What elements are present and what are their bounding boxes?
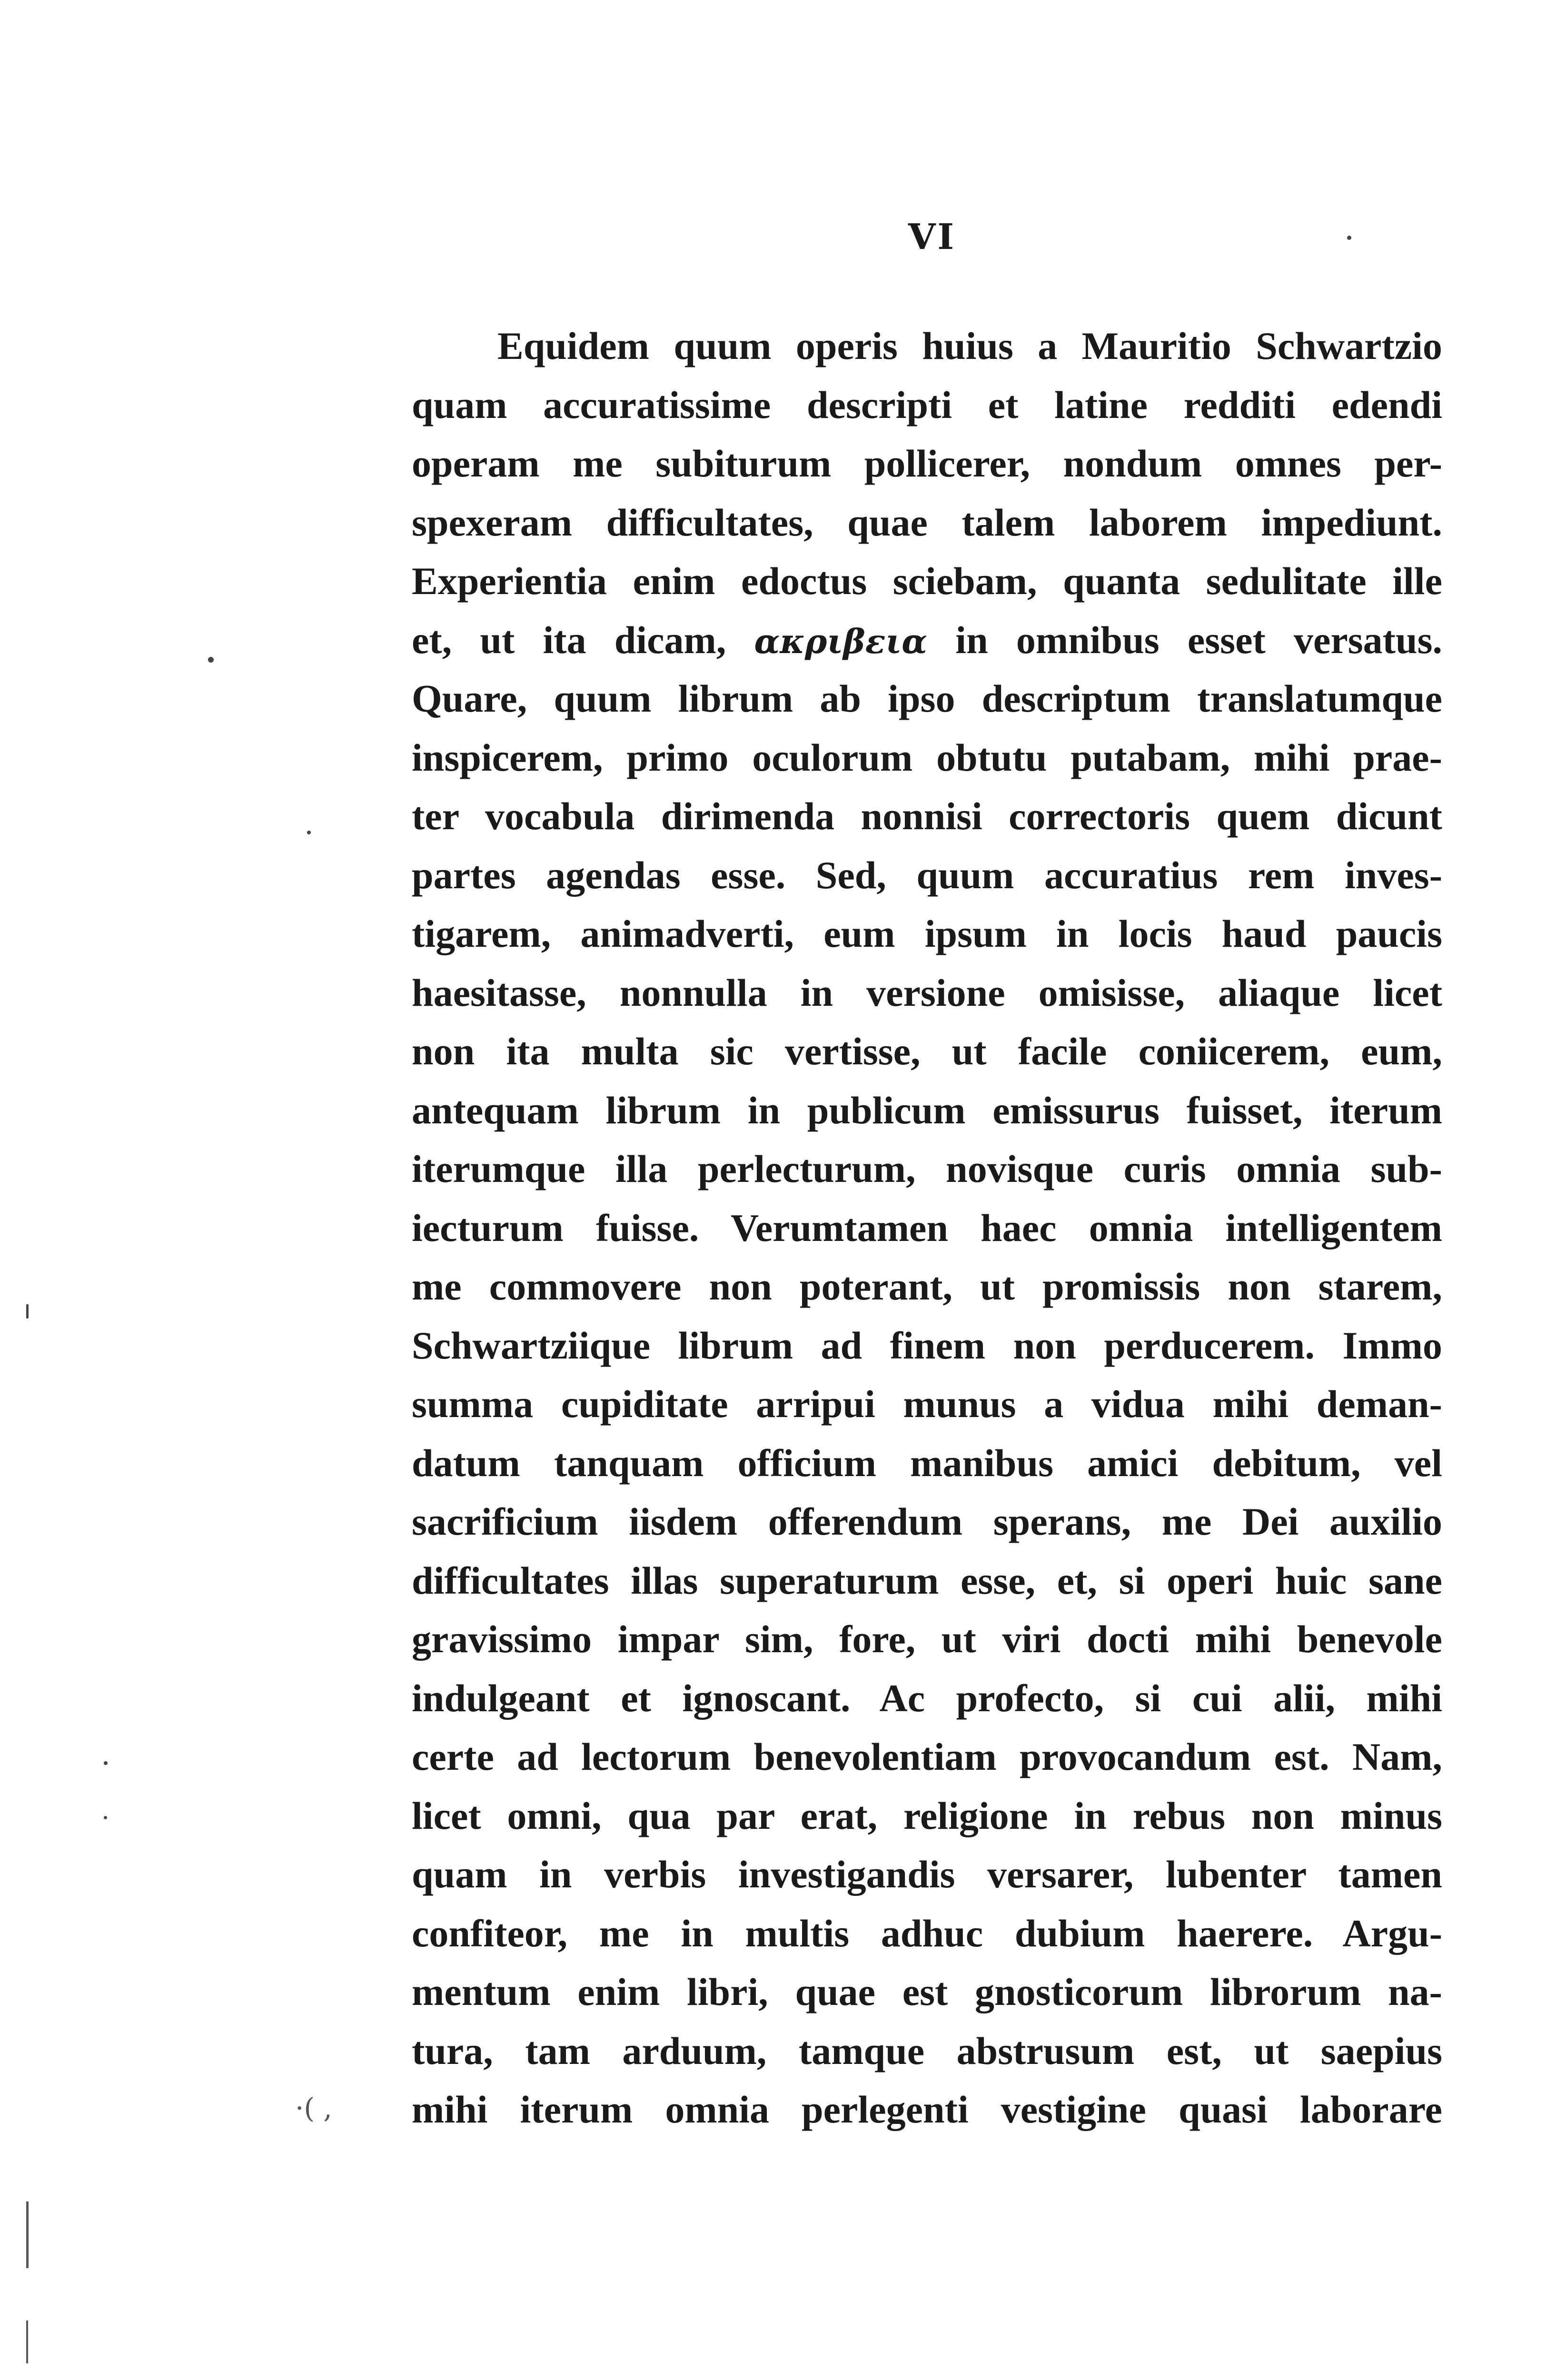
text-line: difficultates illas superaturum esse, et, si operi huic sane bbox=[412, 1558, 1442, 1602]
scan-speck bbox=[307, 831, 311, 834]
text-line: non ita multa sic vertisse, ut facile coniicerem, eum, bbox=[412, 1030, 1442, 1073]
text-line: operam me subiturum pollicerer, nondum omnes per- bbox=[412, 442, 1442, 485]
text-segment: et, ut ita dicam, bbox=[412, 618, 754, 662]
scan-edge-line bbox=[26, 2320, 28, 2363]
scan-speck bbox=[104, 1816, 107, 1819]
text-line: sacrificium iisdem offerendum sperans, me Dei auxilio bbox=[412, 1500, 1442, 1543]
text-line: inspicerem, primo oculorum obtutu putabam, mihi prae- bbox=[412, 735, 1442, 779]
scan-speck bbox=[26, 1304, 29, 1319]
text-line: indulgeant et ignoscant. Ac profecto, si cui alii, mihi bbox=[412, 1676, 1442, 1720]
text-line: gravissimo impar sim, fore, ut viri docti mihi benevole bbox=[412, 1617, 1442, 1661]
body-text bbox=[412, 317, 1442, 2139]
scan-speck bbox=[104, 1761, 108, 1765]
text-line: certe ad lectorum benevolentiam provocandum est. Nam, bbox=[412, 1735, 1442, 1778]
text-line: licet omni, qua par erat, religione in rebus non minus bbox=[412, 1794, 1442, 1837]
text-line: antequam librum in publicum emissurus fuisset, iterum bbox=[412, 1088, 1442, 1132]
text-line: Schwartziique librum ad finem non perducerem. Immo bbox=[412, 1323, 1442, 1367]
text-line: ter vocabula dirimenda nonnisi correctoris quem dicunt bbox=[412, 794, 1442, 838]
text-line: iterumque illa perlecturum, novisque curis omnia sub- bbox=[412, 1147, 1442, 1190]
page-number: VI bbox=[908, 217, 956, 258]
text-line: Quare, quum librum ab ipso descriptum translatumque bbox=[412, 677, 1442, 720]
text-line: quam accuratissime descripti et latine redditi edendi bbox=[412, 383, 1442, 426]
text-line: mentum enim libri, quae est gnosticorum librorum na- bbox=[412, 1970, 1442, 2013]
text-line: haesitasse, nonnulla in versione omisisse, aliaque licet bbox=[412, 971, 1442, 1014]
text-line: Equidem quum operis huius a Mauritio Schwartzio bbox=[497, 324, 1442, 367]
text-line: iecturum fuisse. Verumtamen haec omnia intelligentem bbox=[412, 1206, 1442, 1250]
text-line: confiteor, me in multis adhuc dubium haerere. Argu- bbox=[412, 1911, 1442, 1955]
text-line: mihi iterum omnia perlegenti vestigine quasi laborare bbox=[412, 2088, 1442, 2131]
greek-word: ακριβεια bbox=[754, 621, 928, 661]
text-line: summa cupiditate arripui munus a vidua mihi deman- bbox=[412, 1382, 1442, 1426]
margin-mark: ·( , bbox=[295, 2092, 332, 2124]
text-line: spexeram difficultates, quae talem laborem impediunt. bbox=[412, 500, 1442, 544]
text-line: tigarem, animadverti, eum ipsum in locis haud paucis bbox=[412, 912, 1442, 955]
text-line: me commovere non poterant, ut promissis non starem, bbox=[412, 1265, 1442, 1308]
scan-edge-line bbox=[26, 2202, 29, 2268]
text-line: quam in verbis investigandis versarer, lubenter tamen bbox=[412, 1853, 1442, 1896]
text-line: datum tanquam officium manibus amici debitum, vel bbox=[412, 1441, 1442, 1485]
scan-speck bbox=[1347, 236, 1351, 240]
text-line: Experientia enim edoctus sciebam, quanta sedulitate ille bbox=[412, 559, 1442, 603]
scan-speck bbox=[208, 657, 214, 663]
text-line: partes agendas esse. Sed, quum accuratius rem inves- bbox=[412, 853, 1442, 897]
text-line-greek bbox=[412, 611, 1442, 670]
text-line: tura, tam arduum, tamque abstrusum est, ut saepius bbox=[412, 2029, 1442, 2073]
text-segment: in omnibus esset versatus. bbox=[927, 618, 1442, 662]
